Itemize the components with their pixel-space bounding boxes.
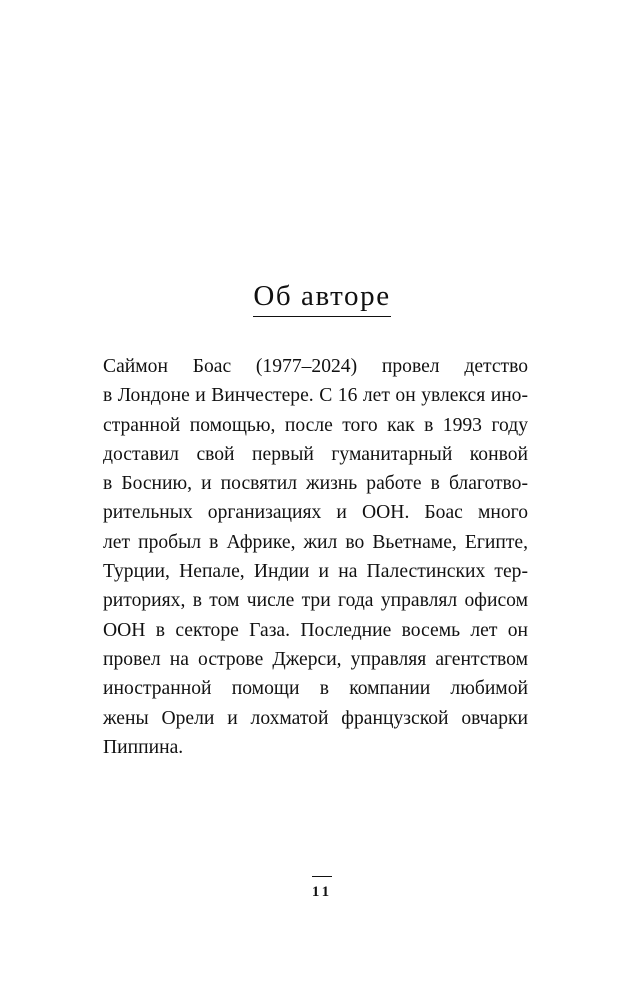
text-line: Турции, Непале, Индии и на Палестинских тер- <box>103 561 528 583</box>
text-line: странной помощью, после того как в 1993 году <box>103 414 528 436</box>
text-line: рительных организациях и ООН. Боас много <box>103 502 528 524</box>
page-number: 11 <box>311 884 333 900</box>
text-line: иностранной помощи в компании любимой <box>103 678 528 700</box>
section-heading: Об авторе <box>253 279 390 317</box>
text-line: ООН в секторе Газа. Последние восемь лет он <box>103 619 528 641</box>
text-line: в Лондоне и Винчестере. С 16 лет он увлекся ино- <box>103 385 528 407</box>
text-line: провел на острове Джерси, управляя агентством <box>103 648 528 670</box>
author-bio-text <box>103 352 528 762</box>
text-line: Пиппина. <box>103 736 184 758</box>
heading-container <box>0 279 644 317</box>
text-line: доставил свой первый гуманитарный конвой <box>103 443 528 465</box>
text-line: жены Орели и лохматой французской овчарки <box>103 707 528 729</box>
text-line: лет пробыл в Африке, жил во Вьетнаме, Египте, <box>103 531 528 553</box>
text-line: риториях, в том числе три года управлял офисом <box>103 590 528 612</box>
text-line: в Боснию, и посвятил жизнь работе в благотво- <box>103 473 528 495</box>
text-line: Саймон Боас (1977–2024) провел детство <box>103 356 528 377</box>
page-footer <box>0 876 644 901</box>
folio-rule <box>312 876 332 877</box>
